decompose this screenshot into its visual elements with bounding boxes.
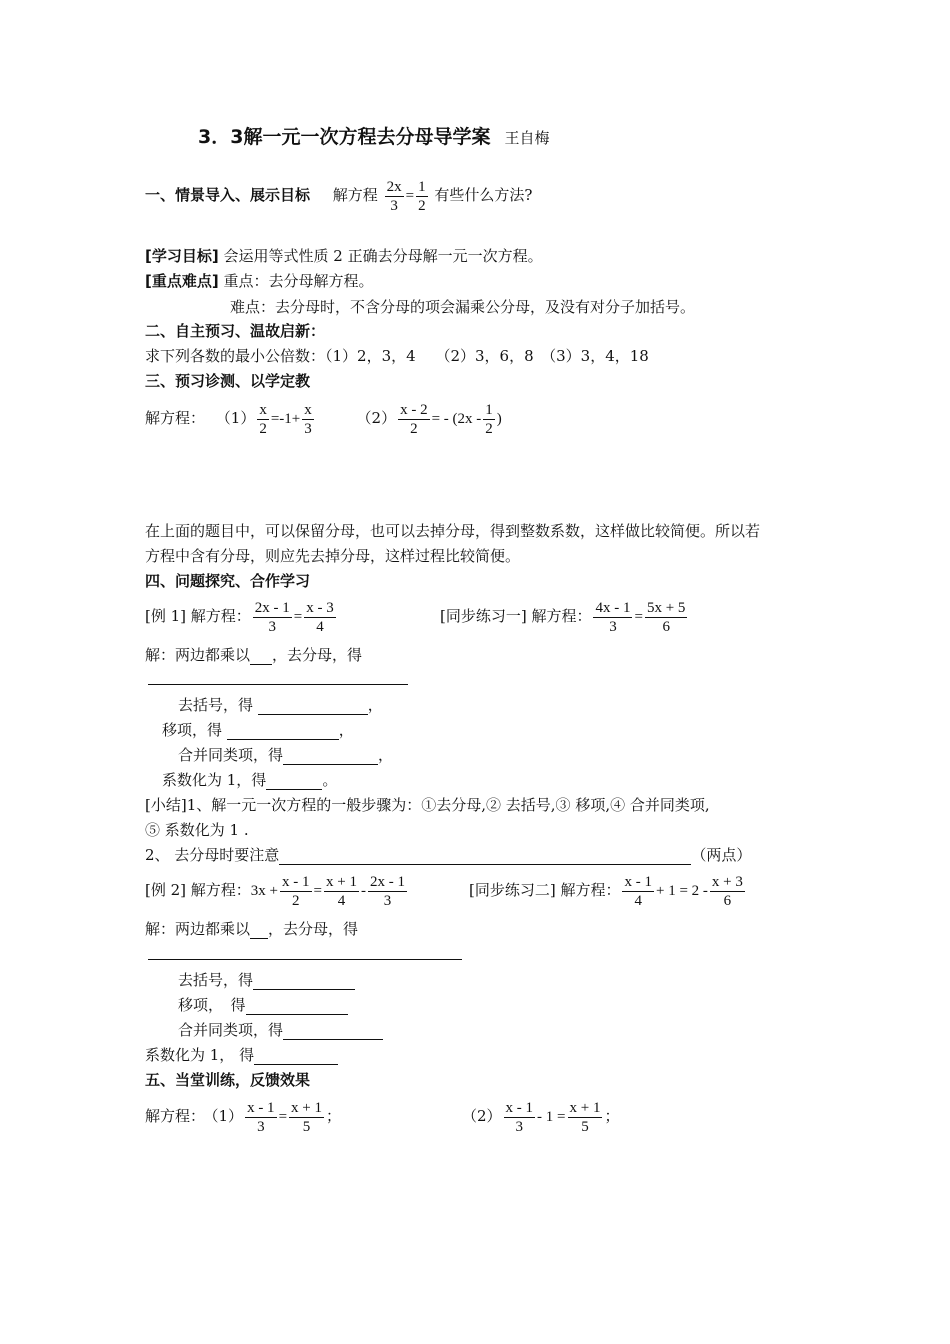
blank[interactable] [266,773,322,790]
blank[interactable] [283,1023,383,1040]
preview-equations: 解方程： （1） $\frac{x}{2}$ =-1+ $\frac{x}{3}$ （2） $\frac{x - 2}{2}$ = - (2x - $\frac{1}{2}$ ) [145,401,502,437]
section-2-heading: 二、自主预习、温故启新： [145,322,326,340]
blank[interactable] [227,723,339,740]
author: 王自梅 [504,129,550,147]
practice-2: [同步练习二] 解方程： $\frac{x - 1}{4}$ + 1 = 2 - $\frac{x + 3}{6}$ [469,873,743,909]
paragraph-line-1: 在上面的题目中，可以保留分母，也可以去掉分母，得到整数系数，这样做比较简便。所以若 [145,522,761,540]
blank[interactable] [253,973,355,990]
q1-frac-b: $\frac{x + 1}{5}$ [291,1099,322,1135]
step2-remove-brackets: 去括号，得 [178,970,355,990]
ex2-frac-c: $\frac{2x - 1}{3}$ [369,873,405,909]
section-1: 一、情景导入、展示目标 解方程 $\frac{2x}{3}$ = $\frac{1}{2}$ 有些什么方法? [145,178,533,214]
section-3-heading: 三、预习诊测、以学定教 [145,372,311,390]
step2-coefficient: 系数化为 1， 得 [145,1045,338,1065]
ex1-frac-b: $\frac{x - 3}{4}$ [306,599,334,635]
ex1-frac-a: $\frac{2x - 1}{3}$ [254,599,290,635]
summary-line-2: ⑤ 系数化为 1 . [145,821,249,839]
ex2-frac-b: $\frac{x + 1}{4}$ [325,873,357,909]
ex2-frac-a: $\frac{x - 1}{2}$ [282,873,310,909]
answer-line[interactable] [148,959,462,960]
q2-frac-a: $\frac{x - 1}{3}$ [505,1099,534,1135]
note-line: 2、 去分母时要注意 （两点） [145,846,752,864]
practice-q2: （2） $\frac{x - 1}{3}$ - 1 = $\frac{x + 1}{5}$ ； [462,1099,620,1135]
s1-question: 有些什么方法? [434,186,533,204]
pr1-frac-b: $\frac{5x + 5}{6}$ [646,599,686,635]
p1-frac-b: $\frac{x}{3}$ [304,401,312,437]
lcm-question: 求下列各数的最小公倍数：（1）2，3，4 （2）3，6，8 （3）3，4，18 [145,347,649,365]
step-coefficient: 系数化为 1，得 。 [162,771,338,789]
blank[interactable] [246,998,348,1015]
s1-intro: 解方程 [332,186,378,204]
p2-frac-a: $\frac{x - 2}{2}$ [400,401,428,437]
key-point: [重点难点] 重点：去分母解方程。 [145,272,374,290]
solution-2-start: 解：两边都乘以 ，去分母，得 [145,920,359,938]
p2-frac-b: $\frac{1}{2}$ [485,401,493,437]
blank[interactable] [283,748,378,765]
paragraph-line-2: 方程中含有分母，则应先去掉分母，这样过程比较简便。 [145,547,521,565]
example-1: [例 1] 解方程： $\frac{2x - 1}{3}$ = $\frac{x - 3}{4}$ [145,599,334,635]
step-remove-brackets: 去括号，得 ， [178,696,383,714]
blank[interactable] [250,648,272,665]
section-5-heading: 五、当堂训练，反馈效果 [145,1071,311,1089]
example-2: [例 2] 解方程：3x + $\frac{x - 1}{2}$ = $\frac{x + 1}{4}$ - $\frac{2x - 1}{3}$ [145,873,405,909]
step2-move-terms: 移项， 得 [178,995,348,1015]
step-combine: 合并同类项，得 ， [178,746,394,764]
q1-frac-a: $\frac{x - 1}{3}$ [247,1099,275,1135]
page-title: 3．3解一元一次方程去分母导学案 王自梅 [198,126,550,148]
pr2-frac-a: $\frac{x - 1}{4}$ [624,873,652,909]
practice-1: [同步练习一] 解方程： $\frac{4x - 1}{3}$ = $\frac{5x + 5}{6}$ [440,599,686,635]
answer-line[interactable] [148,684,408,685]
blank[interactable] [250,922,268,939]
solution-1-start: 解：两边都乘以 ，去分母，得 [145,646,363,664]
step2-combine: 合并同类项，得 [178,1020,383,1040]
q2-frac-b: $\frac{x + 1}{5}$ [569,1099,601,1135]
pr2-frac-b: $\frac{x + 3}{6}$ [711,873,743,909]
step-move-terms: 移项，得 ， [162,721,354,739]
s1-rhs-fraction: $\frac{1}{2}$ [418,178,426,214]
blank[interactable] [279,848,691,865]
summary-line-1: [小结]1、解一元一次方程的一般步骤为：①去分母,② 去括号,③ 移项,④ 合并同类项, [145,796,710,814]
section-1-heading: 一、情景导入、展示目标 [145,186,311,204]
s1-lhs-fraction: $\frac{2x}{3}$ [386,178,402,214]
difficulty-point: 难点：去分母时，不含分母的项会漏乘公分母，及没有对分子加括号。 [230,298,696,316]
p1-frac-a: $\frac{x}{2}$ [259,401,267,437]
pr1-frac-a: $\frac{4x - 1}{3}$ [595,599,631,635]
practice-q1: 解方程： （1） $\frac{x - 1}{3}$ = $\frac{x + 1}{5}$ ； [145,1099,342,1135]
blank[interactable] [254,1048,338,1065]
section-4-heading: 四、问题探究、合作学习 [145,572,311,590]
learning-goal: [学习目标] 会运用等式性质 2 正确去分母解一元一次方程。 [145,247,543,265]
blank[interactable] [258,698,368,715]
